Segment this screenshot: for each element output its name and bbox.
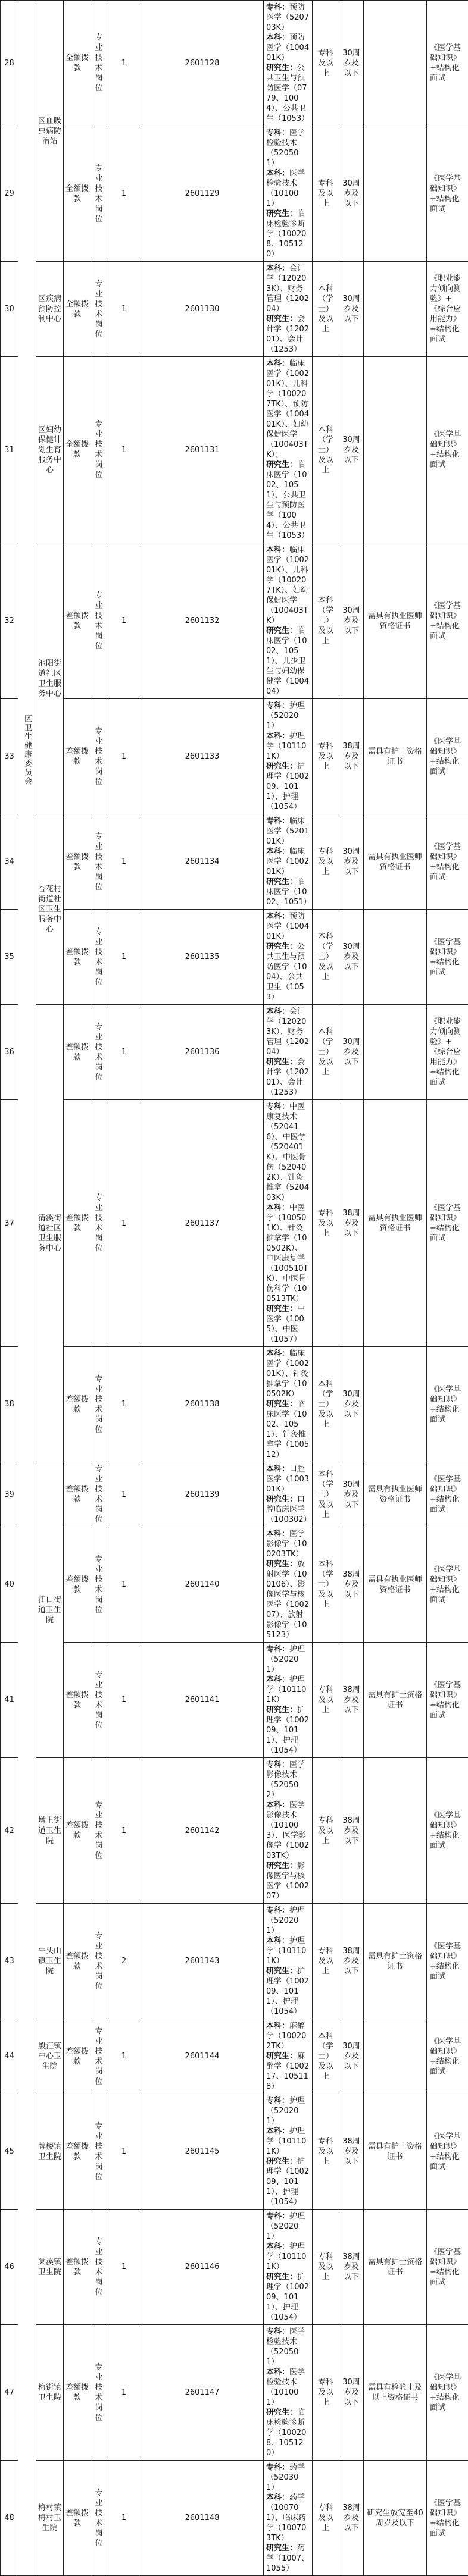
headcount: 1 <box>107 814 141 910</box>
exam-method: 《医学基础知识》+结构化面试 <box>427 1462 468 1527</box>
post-type: 专业技术岗位 <box>91 543 107 699</box>
age-limit: 30周岁及以下 <box>339 814 364 910</box>
education: 本科（学士）及以上 <box>313 1347 339 1462</box>
row-number: 35 <box>1 910 18 1005</box>
other-condition <box>364 126 427 262</box>
exam-method: 《医学基础知识》+结构化面试 <box>427 1347 468 1462</box>
headcount: 1 <box>107 699 141 814</box>
post-code: 2601139 <box>141 1462 264 1527</box>
education: 本科（学士）及以上 <box>313 910 339 1005</box>
headcount: 1 <box>107 2094 141 2210</box>
row-number: 36 <box>1 1005 18 1100</box>
table-row <box>1 1347 468 1462</box>
education: 本科（学士）及以上 <box>313 262 339 357</box>
other-condition <box>364 262 427 357</box>
exam-method: 《医学基础知识》+结构化面试 <box>427 2019 468 2094</box>
table-row <box>1 814 468 910</box>
major-requirements: 专科：预防医学（520703K） 本科：预防医学（100401K） 研究生：公共卫生与预防医学（0779、1004）、公共卫生（1053） <box>264 1 313 126</box>
exam-method: 《医学基础知识》+结构化面试 <box>427 910 468 1005</box>
row-number: 46 <box>1 2210 18 2325</box>
headcount: 1 <box>107 2019 141 2094</box>
funding-type: 差额拨款 <box>64 1462 91 1527</box>
post-type: 专业技术岗位 <box>91 910 107 1005</box>
post-type: 专业技术岗位 <box>91 126 107 262</box>
funding-type: 差额拨款 <box>64 1347 91 1462</box>
other-condition <box>364 1347 427 1462</box>
major-requirements: 专科：护理（520201） 本科：护理学（101101K） 研究生：护理学（100209、1011）、护理（1054） <box>264 2094 313 2210</box>
post-type: 专业技术岗位 <box>91 1758 107 1904</box>
age-limit: 30周岁及以下 <box>339 1005 364 1100</box>
education: 专科及以上 <box>313 1904 339 2019</box>
major-requirements: 本科：会计学（120203K）、财务管理（120204） 研究生：会计学（120201）、会计（1253） <box>264 262 313 357</box>
other-condition: 需具有检验士及以上资格证书 <box>364 2325 427 2461</box>
exam-method: 《医学基础知识》+结构化面试 <box>427 1643 468 1758</box>
post-type: 专业技术岗位 <box>91 2461 107 2576</box>
post-type: 专业技术岗位 <box>91 2325 107 2461</box>
education: 专科及以上 <box>313 1100 339 1347</box>
other-condition: 需具有护士资格证书 <box>364 1643 427 1758</box>
major-requirements: 专科：医学检验技术（520501） 本科：医学检验技术（101001） 研究生：临床检验诊断学（100208、105120） <box>264 2325 313 2461</box>
row-number: 43 <box>1 1904 18 2019</box>
major-requirements: 专科：护理（520201） 本科：护理学（101101K） 研究生：护理学（100209、1011）、护理（1054） <box>264 1904 313 2019</box>
other-condition: 需具有执业医师资格证书 <box>364 1100 427 1347</box>
education: 专科及以上 <box>313 126 339 262</box>
exam-method: 《医学基础知识》+结构化面试 <box>427 814 468 910</box>
headcount: 1 <box>107 126 141 262</box>
post-code: 2601148 <box>141 2461 264 2576</box>
row-number: 32 <box>1 543 18 699</box>
table-row <box>1 1462 468 1527</box>
education: 专科及以上 <box>313 1758 339 1904</box>
table-row <box>1 543 468 699</box>
other-condition: 需具有护士资格证书 <box>364 699 427 814</box>
major-requirements: 专科：护理（520201） 本科：护理学（101101K） 研究生：护理学（100209、1011）、护理（1054） <box>264 2210 313 2325</box>
post-code: 2601132 <box>141 543 264 699</box>
row-number: 34 <box>1 814 18 910</box>
exam-method: 《医学基础知识》+结构化面试 <box>427 1758 468 1904</box>
unit-name: 梅街镇卫生院 <box>36 2325 64 2461</box>
funding-type: 差额拨款 <box>64 2094 91 2210</box>
education: 专科及以上 <box>313 2325 339 2461</box>
table-row <box>1 2461 468 2576</box>
post-code: 2601130 <box>141 262 264 357</box>
post-code: 2601135 <box>141 910 264 1005</box>
other-condition: 需具有执业医师资格证书 <box>364 814 427 910</box>
post-type: 专业技术岗位 <box>91 1643 107 1758</box>
post-type: 专业技术岗位 <box>91 262 107 357</box>
funding-type: 差额拨款 <box>64 1758 91 1904</box>
post-code: 2601142 <box>141 1758 264 1904</box>
table-row <box>1 1005 468 1100</box>
major-requirements: 本科：会计学（120203K）、财务管理（120204） 研究生：会计学（120201）、会计（1253） <box>264 1005 313 1100</box>
other-condition <box>364 910 427 1005</box>
major-requirements: 专科：护理（520201） 本科：护理学（101101K） 研究生：护理学（100209、1011）、护理（1054） <box>264 699 313 814</box>
age-limit: 30周岁及以下 <box>339 357 364 543</box>
row-number: 33 <box>1 699 18 814</box>
row-number: 48 <box>1 2461 18 2576</box>
funding-type: 差额拨款 <box>64 1527 91 1643</box>
education: 专科及以上 <box>313 814 339 910</box>
age-limit: 38周岁及以下 <box>339 1904 364 2019</box>
funding-type: 差额拨款 <box>64 814 91 910</box>
exam-method: 《医学基础知识》+结构化面试 <box>427 2461 468 2576</box>
table-row <box>1 2094 468 2210</box>
funding-type: 差额拨款 <box>64 1643 91 1758</box>
post-type: 专业技术岗位 <box>91 357 107 543</box>
post-type: 专业技术岗位 <box>91 1347 107 1462</box>
funding-type: 差额拨款 <box>64 2210 91 2325</box>
row-number: 41 <box>1 1643 18 1758</box>
funding-type: 差额拨款 <box>64 2461 91 2576</box>
other-condition: 需具有执业医师资格证书 <box>364 1462 427 1527</box>
age-limit: 30周岁及以下 <box>339 910 364 1005</box>
unit-name: 区妇幼保健计划生育服务中心 <box>36 357 64 543</box>
other-condition <box>364 1005 427 1100</box>
post-type: 专业技术岗位 <box>91 699 107 814</box>
post-type: 专业技术岗位 <box>91 2094 107 2210</box>
unit-name: 区疾病预防控制中心 <box>36 262 64 357</box>
unit-name: 殷汇镇中心卫生院 <box>36 2019 64 2094</box>
headcount: 1 <box>107 1462 141 1527</box>
post-type: 专业技术岗位 <box>91 1 107 126</box>
major-requirements: 本科：预防医学（100401K） 研究生：公共卫生与预防医学（1004）、公共卫生（1053） <box>264 910 313 1005</box>
row-number: 42 <box>1 1758 18 1904</box>
major-requirements: 专科：医学检验技术（520501） 本科：医学检验技术（101001） 研究生：临床检验诊断学（100208、105120） <box>264 126 313 262</box>
table-row <box>1 699 468 814</box>
unit-name: 墩上街道卫生院 <box>36 1758 64 1904</box>
exam-method: 《医学基础知识》+结构化面试 <box>427 1 468 126</box>
unit-name: 区血吸虫病防治站 <box>36 1 64 262</box>
major-requirements: 本科：医学影像学（100203TK） 研究生：放射医学（100106）、影像医学与核医学（100207）、放射影像学（105123） <box>264 1527 313 1643</box>
post-code: 2601129 <box>141 126 264 262</box>
headcount: 1 <box>107 910 141 1005</box>
post-code: 2601147 <box>141 2325 264 2461</box>
post-code: 2601137 <box>141 1100 264 1347</box>
unit-name: 梅村镇梅村卫生院 <box>36 2461 64 2576</box>
funding-type: 差额拨款 <box>64 910 91 1005</box>
other-condition: 需具有执业医师资格证书 <box>364 1527 427 1643</box>
major-requirements: 专科：临床医学（520101K） 本科：临床医学（100201K） 研究生：临床医学（1002、1051） <box>264 814 313 910</box>
post-code: 2601145 <box>141 2094 264 2210</box>
post-type: 专业技术岗位 <box>91 1100 107 1347</box>
exam-method: 《医学基础知识》+结构化面试 <box>427 357 468 543</box>
post-code: 2601141 <box>141 1643 264 1758</box>
row-number: 39 <box>1 1462 18 1527</box>
exam-method: 《医学基础知识》+结构化面试 <box>427 2325 468 2461</box>
post-code: 2601128 <box>141 1 264 126</box>
headcount: 1 <box>107 2210 141 2325</box>
headcount: 1 <box>107 1758 141 1904</box>
table-row <box>1 2325 468 2461</box>
row-number: 30 <box>1 262 18 357</box>
education: 专科及以上 <box>313 699 339 814</box>
age-limit: 30周岁及以下 <box>339 543 364 699</box>
education: 本科（学士）及以上 <box>313 1005 339 1100</box>
major-requirements: 本科：口腔医学（100301K） 研究生：口腔临床医学（100302） <box>264 1462 313 1527</box>
post-code: 2601138 <box>141 1347 264 1462</box>
other-condition <box>364 2019 427 2094</box>
education: 本科（学士）及以上 <box>313 1527 339 1643</box>
age-limit: 30周岁及以下 <box>339 2325 364 2461</box>
age-limit: 38周岁及以下 <box>339 1758 364 1904</box>
funding-type: 差额拨款 <box>64 1904 91 2019</box>
major-requirements: 专科：药学（520301） 本科：药学（100701）、临床药学（100703TK） 研究生：药学（1007、1055） <box>264 2461 313 2576</box>
major-requirements: 本科：临床医学（100201K）、儿科学（100207TK）、预防医学（100401K）、妇幼保健医学（100403TK）； 研究生：临床医学（1002、1051）、公共卫生与预防医学（1004）、公共卫生（1053） <box>264 357 313 543</box>
education: 本科（学士）及以上 <box>313 357 339 543</box>
age-limit: 30周岁及以下 <box>339 1 364 126</box>
funding-type: 差额拨款 <box>64 1100 91 1347</box>
exam-method: 《医学基础知识》+结构化面试 <box>427 699 468 814</box>
table-row <box>1 1100 468 1347</box>
headcount: 1 <box>107 262 141 357</box>
post-type: 专业技术岗位 <box>91 2210 107 2325</box>
major-requirements: 本科：麻醉学（100202TK） 研究生：麻醉学（100217、105118） <box>264 2019 313 2094</box>
row-number: 44 <box>1 2019 18 2094</box>
row-number: 47 <box>1 2325 18 2461</box>
table-row <box>1 910 468 1005</box>
table-row <box>1 262 468 357</box>
table-row <box>1 126 468 262</box>
education: 本科（学士）及以上 <box>313 543 339 699</box>
unit-name: 杏花村街道社区卫生服务中心 <box>36 814 64 1005</box>
unit-name: 江口街道卫生院 <box>36 1462 64 1758</box>
education: 专科及以上 <box>313 2210 339 2325</box>
row-number: 40 <box>1 1527 18 1643</box>
unit-name: 牌楼镇卫生院 <box>36 2094 64 2210</box>
post-type: 专业技术岗位 <box>91 1527 107 1643</box>
post-type: 专业技术岗位 <box>91 2019 107 2094</box>
unit-name: 牛头山镇卫生院 <box>36 1904 64 2019</box>
age-limit: 30周岁及以下 <box>339 126 364 262</box>
funding-type: 全额拨款 <box>64 262 91 357</box>
funding-type: 差额拨款 <box>64 543 91 699</box>
table-row <box>1 2210 468 2325</box>
headcount: 1 <box>107 1643 141 1758</box>
other-condition <box>364 357 427 543</box>
table-row <box>1 1527 468 1643</box>
headcount: 1 <box>107 1527 141 1643</box>
other-condition: 需具有护士资格证书 <box>364 2094 427 2210</box>
headcount: 1 <box>107 2325 141 2461</box>
unit-name: 清溪街道社区卫生服务中心 <box>36 1005 64 1462</box>
exam-method: 《医学基础知识》+结构化面试 <box>427 543 468 699</box>
post-code: 2601144 <box>141 2019 264 2094</box>
other-condition: 需具有执业医师资格证书 <box>364 543 427 699</box>
education: 本科（学士）及以上 <box>313 2019 339 2094</box>
education: 专科及以上 <box>313 2094 339 2210</box>
funding-type: 差额拨款 <box>64 699 91 814</box>
exam-method: 《医学基础知识》+结构化面试 <box>427 1100 468 1347</box>
department-cell: 区卫生健康委员会 <box>18 1 36 2576</box>
major-requirements: 专科：中医康复技术（520416）、中医学（520401K）、中医骨伤（520402K）、针灸推拿（520403K） 本科：中医学（100501K）、针灸推拿学（100502K）、中医康复学（100510TK）、中医骨伤科学（100513TK） 研究生：中医学（1005）、中医（1057） <box>264 1100 313 1347</box>
exam-method: 《职业能力倾向测验》+《综合应用能力》+结构化面试 <box>427 262 468 357</box>
education: 专科及以上 <box>313 1643 339 1758</box>
post-code: 2601131 <box>141 357 264 543</box>
headcount: 2 <box>107 1904 141 2019</box>
age-limit: 38周岁及以下 <box>339 2094 364 2210</box>
major-requirements: 专科：护理（520201） 本科：护理学（101101K） 研究生：护理学（100209、1011）、护理（1054） <box>264 1643 313 1758</box>
exam-method: 《医学基础知识》+结构化面试 <box>427 1904 468 2019</box>
major-requirements: 本科：临床医学（100201K）、针灸推拿学（100502K） 研究生：临床医学（1002、1051）、针灸推拿学（100512） <box>264 1347 313 1462</box>
unit-name: 棠溪镇卫生院 <box>36 2210 64 2325</box>
post-code: 2601134 <box>141 814 264 910</box>
table-row <box>1 1904 468 2019</box>
education: 本科（学士）及以上 <box>313 1462 339 1527</box>
exam-method: 《医学基础知识》+结构化面试 <box>427 2210 468 2325</box>
row-number: 38 <box>1 1347 18 1462</box>
funding-type: 差额拨款 <box>64 2019 91 2094</box>
age-limit: 30周岁及以下 <box>339 1462 364 1527</box>
exam-method: 《医学基础知识》+结构化面试 <box>427 1527 468 1643</box>
funding-type: 全额拨款 <box>64 126 91 262</box>
post-type: 专业技术岗位 <box>91 814 107 910</box>
headcount: 1 <box>107 1005 141 1100</box>
other-condition <box>364 1758 427 1904</box>
row-number: 37 <box>1 1100 18 1347</box>
age-limit: 38周岁及以下 <box>339 2210 364 2325</box>
headcount: 1 <box>107 1 141 126</box>
row-number: 29 <box>1 126 18 262</box>
age-limit: 38周岁及以下 <box>339 1100 364 1347</box>
post-code: 2601133 <box>141 699 264 814</box>
row-number: 45 <box>1 2094 18 2210</box>
age-limit: 38周岁及以下 <box>339 699 364 814</box>
age-limit: 38周岁及以下 <box>339 2461 364 2576</box>
age-limit: 30周岁及以下 <box>339 2019 364 2094</box>
post-type: 专业技术岗位 <box>91 1462 107 1527</box>
post-code: 2601143 <box>141 1904 264 2019</box>
post-code: 2601140 <box>141 1527 264 1643</box>
table-row <box>1 357 468 543</box>
headcount: 1 <box>107 1347 141 1462</box>
exam-method: 《医学基础知识》+结构化面试 <box>427 2094 468 2210</box>
funding-type: 差额拨款 <box>64 2325 91 2461</box>
other-condition <box>364 1 427 126</box>
funding-type: 差额拨款 <box>64 1005 91 1100</box>
post-type: 专业技术岗位 <box>91 1904 107 2019</box>
headcount: 1 <box>107 2461 141 2576</box>
row-number: 31 <box>1 357 18 543</box>
other-condition: 需具有护士资格证书 <box>364 2210 427 2325</box>
age-limit: 30周岁及以下 <box>339 1347 364 1462</box>
unit-name: 池阳街道社区卫生服务中心 <box>36 543 64 814</box>
headcount: 1 <box>107 543 141 699</box>
funding-type: 全额拨款 <box>64 1 91 126</box>
headcount: 1 <box>107 357 141 543</box>
other-condition: 需具有护士资格证书 <box>364 1904 427 2019</box>
funding-type: 全额拨款 <box>64 357 91 543</box>
major-requirements: 专科：医学影像技术（520502） 本科：医学影像技术（101003）、医学影像学（100203TK） 研究生：影像医学与核医学（100207） <box>264 1758 313 1904</box>
row-number: 28 <box>1 1 18 126</box>
post-code: 2601146 <box>141 2210 264 2325</box>
headcount: 1 <box>107 1100 141 1347</box>
education: 专科及以上 <box>313 1 339 126</box>
major-requirements: 本科：临床医学（100201K）、儿科学（100207TK）、妇幼保健医学（100403TK） 研究生：临床医学（1002、1051）、儿少卫生与妇幼保健学（100404） <box>264 543 313 699</box>
table-row <box>1 1758 468 1904</box>
education: 专科及以上 <box>313 2461 339 2576</box>
table-row <box>1 2019 468 2094</box>
exam-method: 《医学基础知识》+结构化面试 <box>427 126 468 262</box>
exam-method: 《职业能力倾向测验》+《综合应用能力》+结构化面试 <box>427 1005 468 1100</box>
table-row <box>1 1643 468 1758</box>
age-limit: 38周岁及以下 <box>339 1643 364 1758</box>
age-limit: 38周岁及以下 <box>339 1527 364 1643</box>
post-type: 专业技术岗位 <box>91 1005 107 1100</box>
other-condition: 研究生放宽至40周岁及以下 <box>364 2461 427 2576</box>
age-limit: 30周岁及以下 <box>339 262 364 357</box>
post-code: 2601136 <box>141 1005 264 1100</box>
table-row <box>1 1 468 126</box>
